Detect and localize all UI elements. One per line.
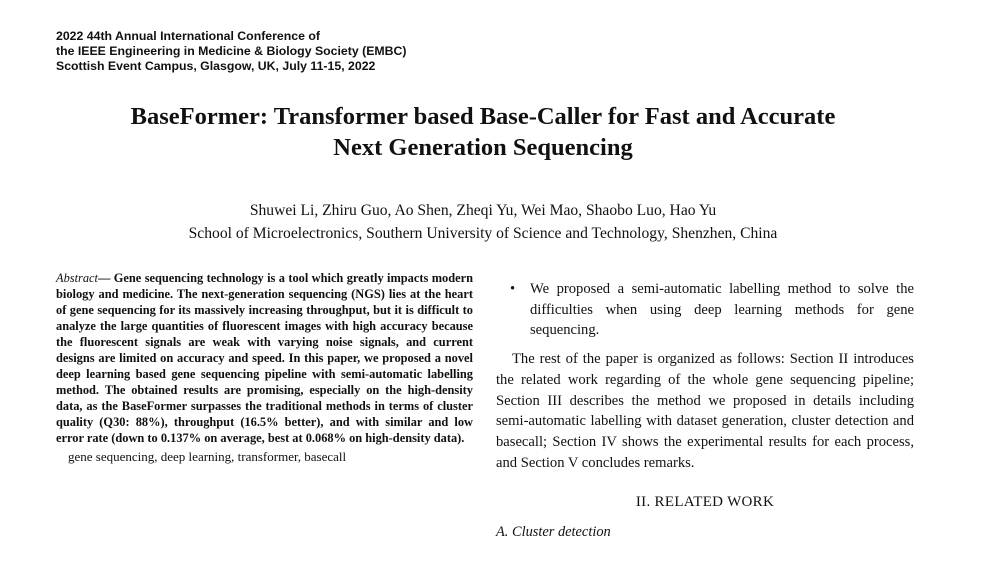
abstract <box>56 271 473 446</box>
affiliation: School of Microelectronics, Southern University of Science and Technology, Shenzhen, China <box>188 225 778 242</box>
title-line: BaseFormer: Transformer based Base-Caller for Fast and Accurate <box>130 103 836 130</box>
author-list: Shuwei Li, Zhiru Guo, Ao Shen, Zheqi Yu, Wei Mao, Shaobo Luo, Hao Yu <box>249 202 717 219</box>
bullet-text: We proposed a semi-automatic labelling method to solve the difficulties when using deep learning methods for gene sequencing. <box>530 281 914 339</box>
subsection-heading: A. Cluster detection <box>496 524 611 541</box>
author-block <box>0 199 966 245</box>
conference-line: Scottish Event Campus, Glasgow, UK, July 11-15, 2022 <box>56 59 376 73</box>
conference-line: 2022 44th Annual International Conference of <box>56 29 320 43</box>
bullet-icon: • <box>510 281 516 297</box>
keywords: gene sequencing, deep learning, transformer, basecall <box>68 449 347 465</box>
conference-line: the IEEE Engineering in Medicine & Biology Society (EMBC) <box>56 44 407 58</box>
left-column <box>56 271 473 466</box>
abstract-label: Abstract <box>56 271 98 285</box>
title-line: Next Generation Sequencing <box>333 134 633 161</box>
paper-title <box>0 101 966 163</box>
organization-paragraph: The rest of the paper is organized as follows: Section II introduces the related work regarding of the whole gene sequencing pipeline; Section III describes the method we proposed in details including semi-automatic labelling with dataset generation, cluster detection and basecall; Section IV shows the experimental results for each process, and Section V concludes remarks. <box>496 351 914 471</box>
conference-header <box>56 29 407 74</box>
right-column <box>496 279 914 543</box>
contribution-bullet <box>496 279 914 341</box>
section-heading: II. RELATED WORK <box>635 494 775 511</box>
abstract-text: Gene sequencing technology is a tool which greatly impacts modern biology and medicine. The next-generation sequencing (NGS) lies at the heart of gene sequencing for its massively increasing throughput, but it is difficult to analyze the large quantities of fluorescent images with high accuracy because the fluorescent signals are weak with varying noise signals, and current designs are limited on accuracy and speed. In this paper, we proposed a novel deep learning based gene sequencing pipeline with semi-automatic labelling method. The obtained results are promising, especially on the high-density data, as the BaseFormer surpasses the traditional methods in terms of cluster quality (Q30: 88%), throughput (16.5% better), and with similar and low error rate (down to 0.137% on average, best at 0.068% on high-density data). <box>56 271 473 445</box>
abstract-dash: — <box>98 271 114 285</box>
